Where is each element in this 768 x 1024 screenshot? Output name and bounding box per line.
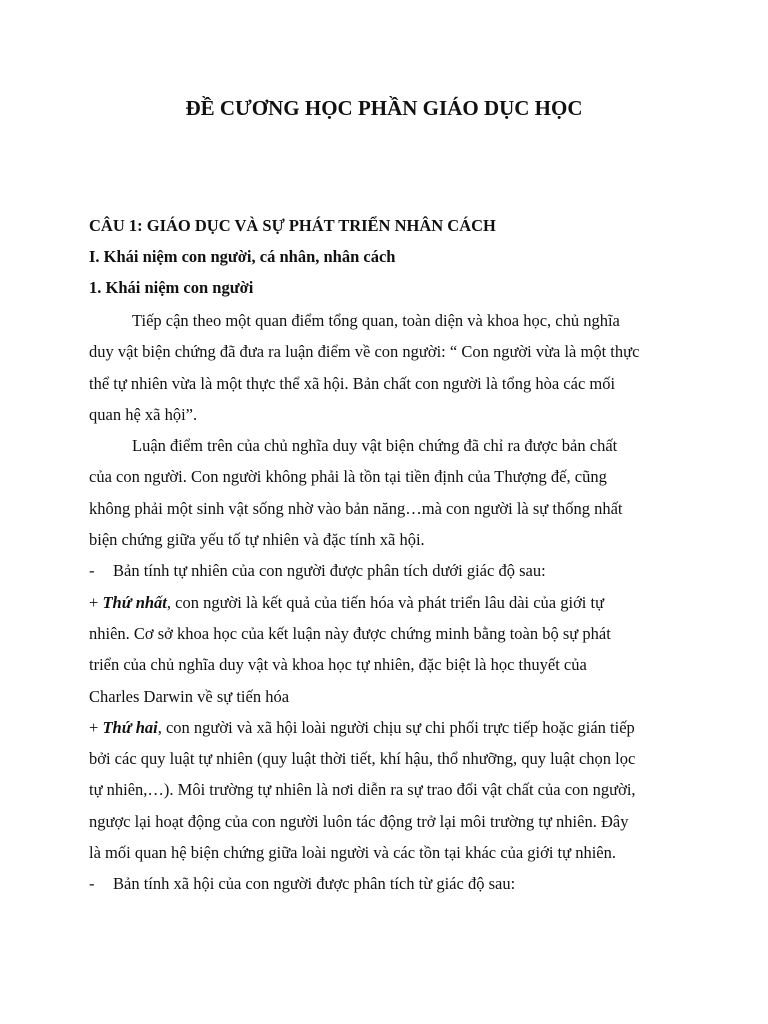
document-body [89,210,681,900]
bullet-text: Bản tính xã hội của con người được phân tích từ giác độ sau: [113,874,516,894]
paragraph-line: tự nhiên,…). Môi trường tự nhiên là nơi diễn ra sự trao đổi vật chất của con người, [89,780,636,800]
paragraph-line: biện chứng giữa yếu tố tự nhiên và đặc tính xã hội. [89,530,425,550]
point-text: , con người và xã hội loài người chịu sự chi phối trực tiếp hoặc gián tiếp [157,717,635,737]
paragraph-line: ngược lại hoạt động của con người luôn tác động trở lại môi trường tự nhiên. Đây [89,811,629,831]
paragraph-line: không phải một sinh vật sống nhờ vào bản năng…mà con người là sự thống nhất [89,498,623,518]
paragraph-line: của con người. Con người không phải là tồn tại tiền định của Thượng đế, cũng [89,467,607,487]
bullet-marker: - [89,561,95,581]
document-title: ĐỀ CƯƠNG HỌC PHẦN GIÁO DỤC HỌC [185,96,583,120]
paragraph-line: Tiếp cận theo một quan điểm tổng quan, toàn diện và khoa học, chủ nghĩa [132,311,620,330]
point-emphasis: Thứ nhất [102,592,167,612]
paragraph-line: thể tự nhiên vừa là một thực thể xã hội. Bản chất con người là tổng hòa các mối [89,373,616,393]
point-first [89,587,681,712]
point-second-line [89,712,681,743]
paragraph-line: bởi các quy luật tự nhiên (quy luật thời tiết, khí hậu, thổ nhưỡng, quy luật chọn lọc [89,749,636,769]
paragraph-line: duy vật biện chứng đã đưa ra luận điểm về con người: “ Con người vừa là một thực [89,342,640,362]
point-text: , con người là kết quả của tiến hóa và phát triển lâu dài của giới tự [166,592,605,612]
point-emphasis: Thứ hai [102,717,158,737]
section-heading: I. Khái niệm con người, cá nhân, nhân cách [89,247,396,266]
paragraph-line: Luận điểm trên của chủ nghĩa duy vật biện chứng đã chỉ ra được bản chất [132,436,618,456]
bullet-text: Bản tính tự nhiên của con người được phân tích dưới giác độ sau: [113,561,546,581]
subsection-heading: 1. Khái niệm con người [89,278,254,297]
paragraph-line: Charles Darwin về sự tiến hóa [89,686,290,706]
paragraph-line: quan hệ xã hội”. [89,404,198,424]
bullet-marker: - [89,874,95,894]
paragraph-1 [89,305,681,430]
question-heading: CÂU 1: GIÁO DỤC VÀ SỰ PHÁT TRIỂN NHÂN CÁCH [89,216,496,235]
point-second [89,712,681,868]
paragraph-line: triển của chủ nghĩa duy vật và khoa học tự nhiên, đặc biệt là học thuyết của [89,655,587,675]
point-prefix: + [89,717,103,737]
bullet-social-nature [89,868,681,899]
point-prefix: + [89,592,103,612]
paragraph-line: nhiên. Cơ sở khoa học của kết luận này được chứng minh bằng toàn bộ sự phát [89,623,611,643]
bullet-natural-nature [89,555,681,586]
paragraph-2 [89,430,681,555]
paragraph-line: là mối quan hệ biện chứng giữa loài người và các tồn tại khác của giới tự nhiên. [89,843,616,863]
point-first-line [89,587,681,618]
